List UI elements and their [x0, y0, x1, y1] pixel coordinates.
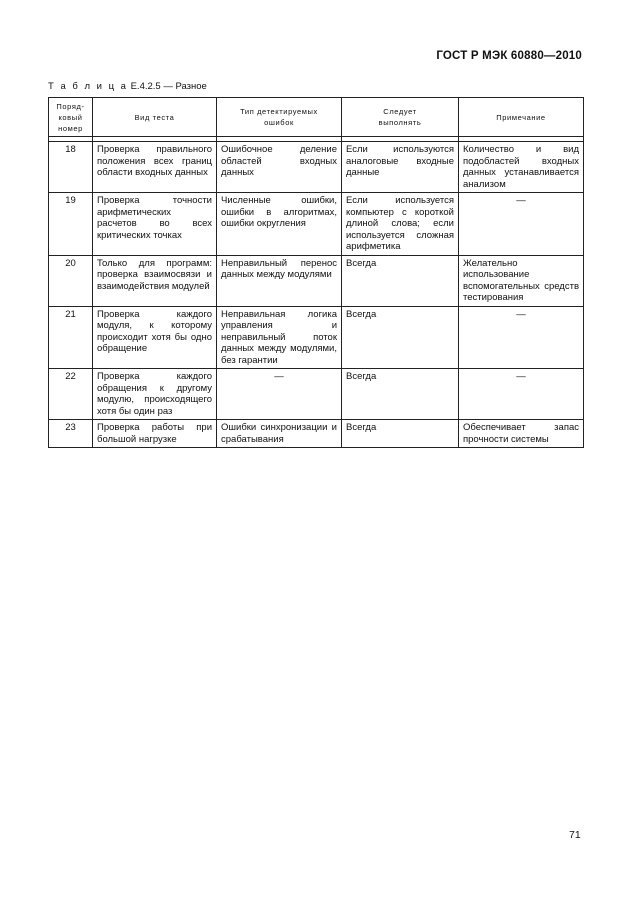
- table-caption-label: Т а б л и ц а: [48, 81, 128, 92]
- col-header-errors-line2: ошибок: [264, 118, 294, 127]
- cell-errors: Неправильный перенос данных между модулями: [217, 255, 342, 306]
- col-header-number: [49, 98, 93, 137]
- cell-when: Всегда: [342, 420, 459, 448]
- cell-errors: Численные ошибки, ошибки в алгоритмах, ошибки округления: [217, 193, 342, 256]
- cell-note: —: [459, 193, 584, 256]
- cell-when: Всегда: [342, 369, 459, 420]
- cell-number: 22: [49, 369, 93, 420]
- table-row: [49, 193, 584, 256]
- table-caption: [48, 81, 207, 92]
- page-number: 71: [569, 829, 581, 841]
- col-header-test: Вид теста: [93, 98, 217, 137]
- table-caption-text: Е.4.2.5 — Разное: [127, 81, 207, 92]
- cell-test: Проверка точности арифметических расчетов во всех критических точках: [93, 193, 217, 256]
- cell-test: Только для программ: проверка взаимосвязи и взаимодействия модулей: [93, 255, 217, 306]
- cell-test: Проверка каждого обращения к другому модулю, происходящего хотя бы один раз: [93, 369, 217, 420]
- table-head: [49, 98, 584, 142]
- cell-test: Проверка правильного положения всех границ области входных данных: [93, 142, 217, 193]
- cell-when: Если используется компьютер с короткой длиной слова; если используется сложная арифметика: [342, 193, 459, 256]
- cell-test: Проверка работы при большой нагрузке: [93, 420, 217, 448]
- table-body: [49, 142, 584, 448]
- cell-note: Количество и вид подобластей входных данных устанавливается анализом: [459, 142, 584, 193]
- cell-number: 18: [49, 142, 93, 193]
- cell-when: Всегда: [342, 306, 459, 369]
- cell-number: 19: [49, 193, 93, 256]
- cell-number: 20: [49, 255, 93, 306]
- col-header-number-line1: Поряд-: [56, 101, 85, 111]
- table-row: [49, 306, 584, 369]
- cell-number: 21: [49, 306, 93, 369]
- col-header-note: Примечание: [459, 98, 584, 137]
- col-header-errors: [217, 98, 342, 137]
- table-row: [49, 142, 584, 193]
- col-header-when-line1: Следует: [383, 107, 417, 116]
- cell-when: Если используются аналоговые входные данные: [342, 142, 459, 193]
- col-header-when: [342, 98, 459, 137]
- document-header: ГОСТ Р МЭК 60880—2010: [436, 50, 582, 62]
- cell-note: —: [459, 306, 584, 369]
- cell-note: Обеспечивает запас прочности системы: [459, 420, 584, 448]
- cell-when: Всегда: [342, 255, 459, 306]
- cell-errors: —: [217, 369, 342, 420]
- table-header-row: [49, 98, 584, 137]
- col-header-number-line2: ковый: [58, 112, 83, 122]
- cell-test: Проверка каждого модуля, к которому происходит хотя бы одно обращение: [93, 306, 217, 369]
- cell-number: 23: [49, 420, 93, 448]
- cell-note: —: [459, 369, 584, 420]
- tests-table: [48, 97, 584, 448]
- table-row: [49, 255, 584, 306]
- col-header-number-line3: номер: [58, 123, 83, 133]
- cell-errors: Ошибки синхронизации и срабатывания: [217, 420, 342, 448]
- col-header-errors-line1: Тип детектируемых: [240, 107, 318, 116]
- cell-errors: Неправильная логика управления и неправильный поток данных между модулями, без гарантии: [217, 306, 342, 369]
- col-header-when-line2: выполнять: [378, 118, 422, 127]
- cell-note: Желательно использование вспомогательных средств тестирования: [459, 255, 584, 306]
- table-row: [49, 369, 584, 420]
- table-row: [49, 420, 584, 448]
- cell-errors: Ошибочное деление областей входных данных: [217, 142, 342, 193]
